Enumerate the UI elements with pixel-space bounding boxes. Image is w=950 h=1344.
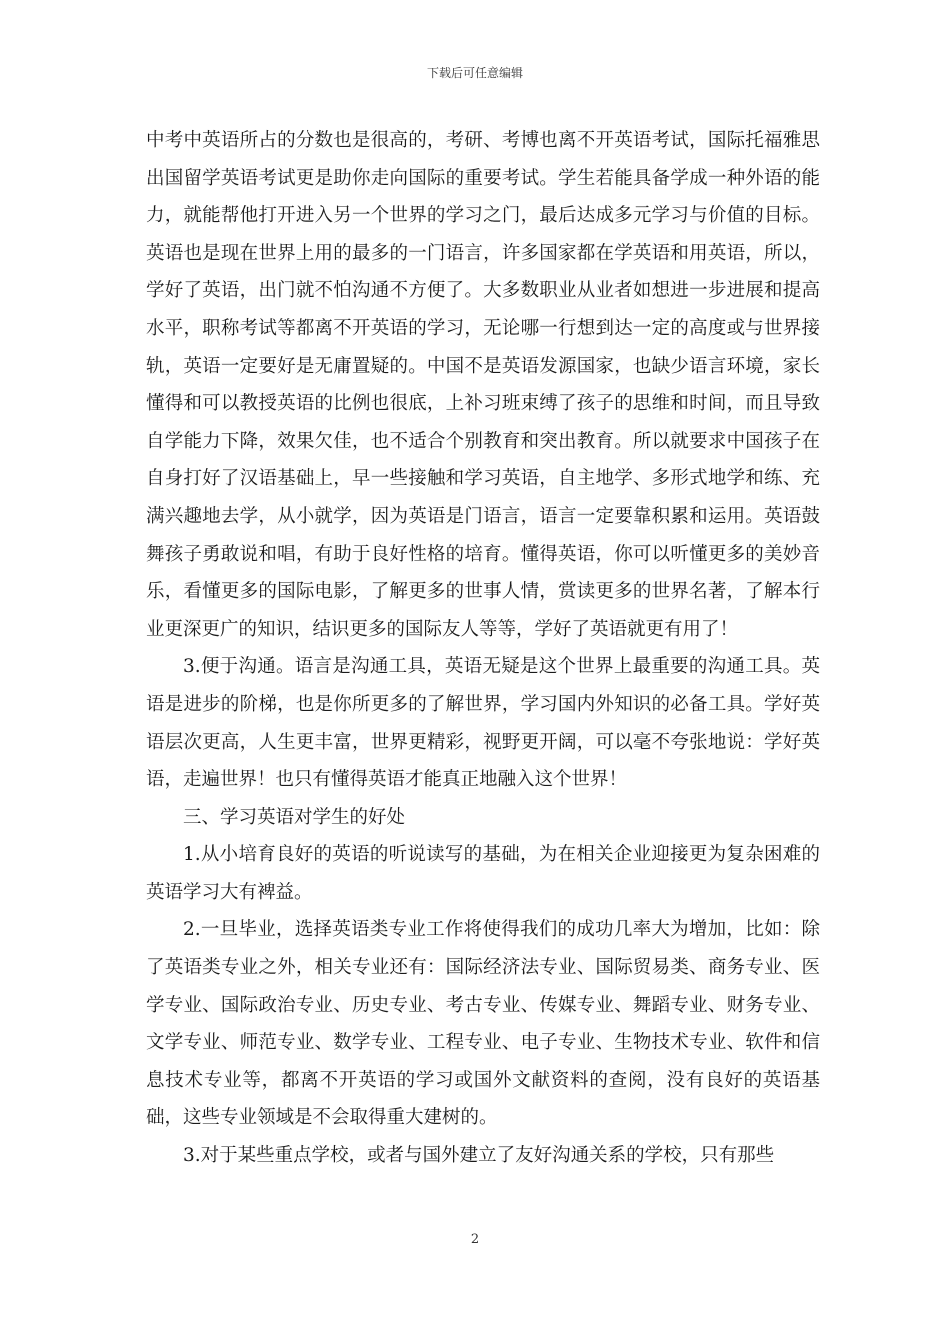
paragraph-item-3-schools: 3.对于某些重点学校，或者与国外建立了友好沟通关系的学校，只有那些	[183, 1145, 775, 1167]
page-number: 2	[470, 1232, 480, 1247]
paragraph-continuation: 中考中英语所占的分数也是很高的，考研、考博也离不开英语考试，国际托福雅思出国留学英语考试更是助你走向国际的重要考试。学生若能具备学成一种外语的能力，就能帮他打开进入另一个世界的学习之门，最后达成多元学习与价值的目标。英语也是现在世界上用的最多的一门语言，许多国家都在学英语和用英语，所以，学好了英语，出门就不怕沟通不方便了。大多数职业从业者如想进一步进展和提高水平，职称考试等都离不开英语的学习，无论哪一行想到达一定的高度或与世界接轨，英语一定要好是无庸置疑的。中国不是英语发源国家，也缺少语言环境，家长懂得和可以教授英语的比例也很底，上补习班束缚了孩子的思维和时间，而且导致自学能力下降，效果欠佳，也不适合个别教育和突出教育。所以就要求中国孩子在自身打好了汉语基础上，早一些接触和学习英语，自主地学、多形式地学和练、充满兴趣地去学，从小就学，因为英语是门语言，语言一定要靠积累和运用。英语鼓舞孩子勇敢说和唱，有助于良好性格的培育。懂得英语，你可以听懂更多的美妙音乐，看懂更多的国际电影，了解更多的世事人情，赏读更多的世界名著，了解本行业更深更广的知识，结识更多的国际友人等等，学好了英语就更有用了！	[146, 130, 820, 640]
paragraph-item-1-foundation: 1.从小培育良好的英语的听说读写的基础，为在相关企业迎接更为复杂困难的英语学习大有裨益。	[146, 844, 820, 903]
page-header: 下载后可任意编辑	[426, 66, 523, 80]
paragraph-item-3-communication: 3.便于沟通。语言是沟通工具，英语无疑是这个世界上最重要的沟通工具。英语是进步的阶梯，也是你所更多的了解世界，学习国内外知识的必备工具。学好英语层次更高，人生更丰富，世界更精彩，视野更开阔，可以毫不夸张地说：学好英语，走遍世界！也只有懂得英语才能真正地融入这个世界！	[146, 656, 820, 791]
paragraph-item-2-career: 2.一旦毕业，选择英语类专业工作将使得我们的成功几率大为增加，比如：除了英语类专业之外，相关专业还有：国际经济法专业、国际贸易类、商务专业、医学专业、国际政治专业、历史专业、考古专业、传媒专业、舞蹈专业、财务专业、文学专业、师范专业、数学专业、工程专业、电子专业、生物技术专业、软件和信息技术专业等，都离不开英语的学习或国外文献资料的查阅，没有良好的英语基础，这些专业领域是不会取得重大建树的。	[146, 919, 820, 1129]
document-body	[146, 122, 820, 1175]
section-heading-benefits: 三、学习英语对学生的好处	[183, 806, 406, 828]
